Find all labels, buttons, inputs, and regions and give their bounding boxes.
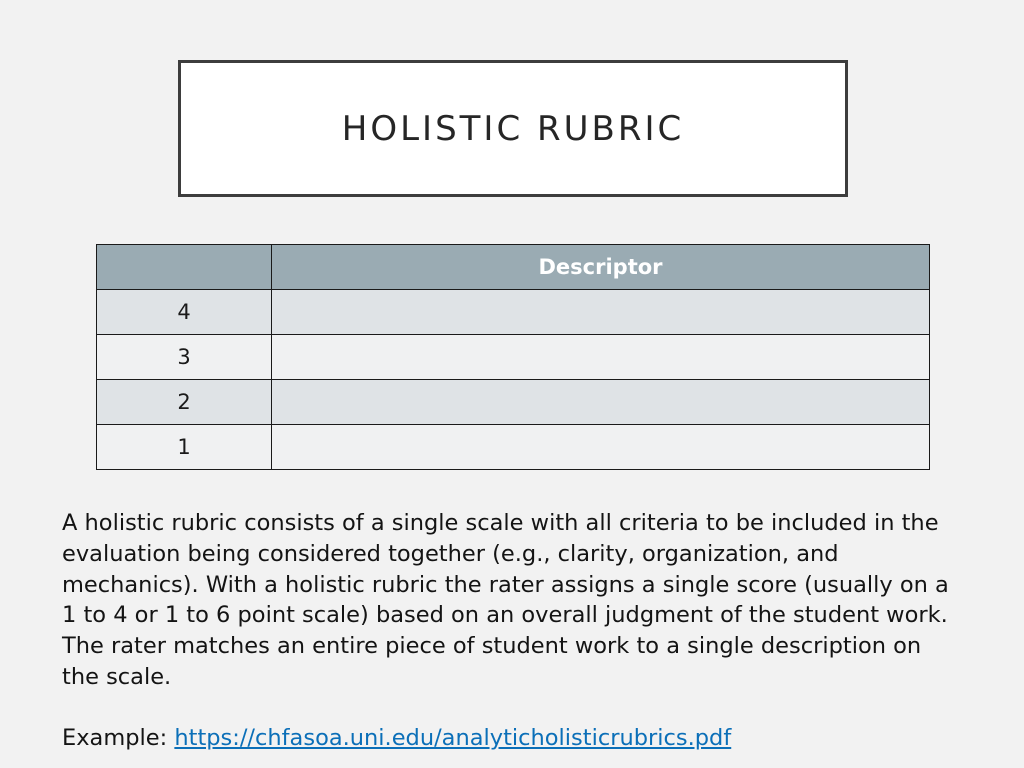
score-cell: 3 [97,335,272,380]
table-row [97,380,930,425]
rubric-table [96,244,930,470]
table-header-row [97,245,930,290]
title-box [178,60,848,197]
score-cell: 2 [97,380,272,425]
example-label: Example: [62,725,175,751]
example-line [62,722,731,754]
table-row [97,335,930,380]
slide-title: HOLISTIC RUBRIC [341,108,685,149]
description-paragraph: A holistic rubric consists of a single scale with all criteria to be included in the evaluation being considered together (e.g., clarity, organization, and mechanics). With a holistic rubric the rater assigns a single score (usually on a 1 to 4 or 1 to 6 point scale) based on an overall judgment of the student work. The rater matches an entire piece of student work to a single description on the scale. [62,510,949,690]
score-cell: 1 [97,425,272,470]
header-descriptor-cell: Descriptor [272,245,930,290]
header-score-cell [97,245,272,290]
example-link[interactable]: https://chfasoa.uni.edu/analyticholisticrubrics.pdf [174,725,732,751]
table-row [97,425,930,470]
table-row [97,290,930,335]
score-cell: 4 [97,290,272,335]
descriptor-cell [272,380,930,425]
descriptor-cell [272,335,930,380]
descriptor-cell [272,290,930,335]
descriptor-cell [272,425,930,470]
